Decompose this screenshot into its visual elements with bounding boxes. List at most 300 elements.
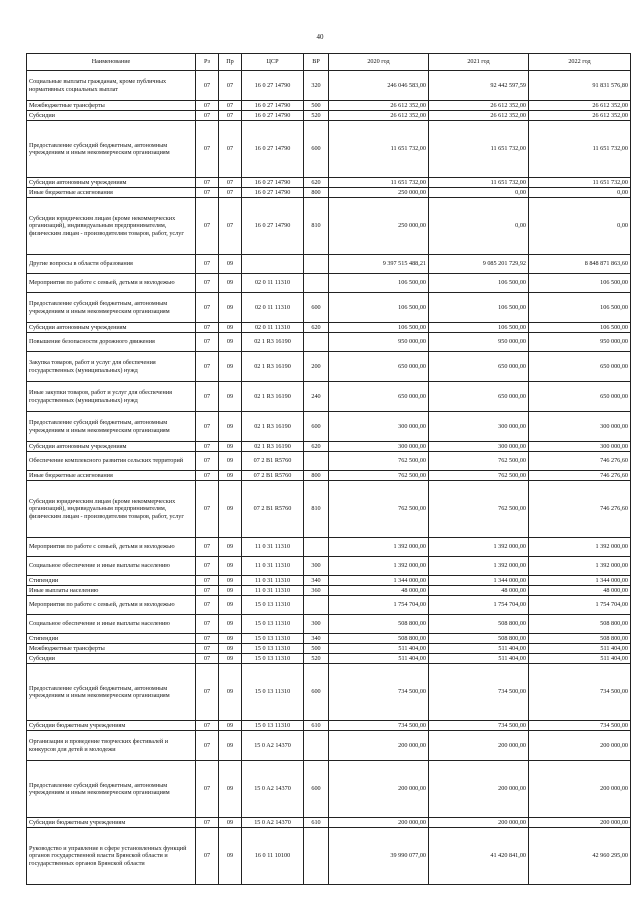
row-rz: 07 bbox=[196, 352, 219, 382]
table-row bbox=[27, 761, 631, 818]
row-rz: 07 bbox=[196, 111, 219, 121]
row-2022: 746 276,60 bbox=[529, 471, 631, 481]
row-name: Предоставление субсидий бюджетным, автономным учреждениям и иным некоммерческим организациям bbox=[27, 664, 196, 721]
row-vr bbox=[304, 452, 329, 471]
row-pr: 09 bbox=[219, 664, 242, 721]
row-2022: 300 000,00 bbox=[529, 442, 631, 452]
row-pr: 09 bbox=[219, 255, 242, 274]
row-pr: 09 bbox=[219, 323, 242, 333]
row-pr: 09 bbox=[219, 586, 242, 596]
row-rz: 07 bbox=[196, 333, 219, 352]
row-name: Иные выплаты населению bbox=[27, 586, 196, 596]
row-2021: 1 392 000,00 bbox=[429, 557, 529, 576]
row-rz: 07 bbox=[196, 538, 219, 557]
row-pr: 09 bbox=[219, 452, 242, 471]
row-2022: 1 344 000,00 bbox=[529, 576, 631, 586]
table-row bbox=[27, 255, 631, 274]
row-pr: 07 bbox=[219, 198, 242, 255]
row-2021: 48 000,00 bbox=[429, 586, 529, 596]
row-csr: 11 0 31 11310 bbox=[242, 586, 304, 596]
row-2021: 26 612 352,00 bbox=[429, 101, 529, 111]
row-2021: 508 800,00 bbox=[429, 615, 529, 634]
row-2022: 42 960 295,00 bbox=[529, 828, 631, 885]
row-rz: 07 bbox=[196, 664, 219, 721]
row-2020: 26 612 352,00 bbox=[329, 111, 429, 121]
row-pr: 09 bbox=[219, 576, 242, 586]
row-csr: 02 0 11 11310 bbox=[242, 274, 304, 293]
row-2021: 9 085 201 729,92 bbox=[429, 255, 529, 274]
table-row bbox=[27, 615, 631, 634]
row-csr: 11 0 31 11310 bbox=[242, 557, 304, 576]
row-name: Иные бюджетные ассигнования bbox=[27, 188, 196, 198]
row-csr: 15 0 13 11310 bbox=[242, 664, 304, 721]
row-name: Обеспечение комплексного развития сельских территорий bbox=[27, 452, 196, 471]
row-csr: 02 1 R3 16190 bbox=[242, 352, 304, 382]
row-rz: 07 bbox=[196, 442, 219, 452]
row-rz: 07 bbox=[196, 731, 219, 761]
row-2021: 92 442 597,59 bbox=[429, 71, 529, 101]
row-vr: 500 bbox=[304, 644, 329, 654]
row-csr: 16 0 27 14790 bbox=[242, 121, 304, 178]
row-2020: 1 754 704,00 bbox=[329, 596, 429, 615]
row-csr: 15 0 A2 14370 bbox=[242, 761, 304, 818]
table-row bbox=[27, 71, 631, 101]
page-number: 40 bbox=[316, 33, 324, 41]
row-vr bbox=[304, 596, 329, 615]
row-rz: 07 bbox=[196, 818, 219, 828]
row-csr: 16 0 27 14790 bbox=[242, 198, 304, 255]
row-name: Закупка товаров, работ и услуг для обеспечения государственных (муниципальных) нужд bbox=[27, 352, 196, 382]
row-name: Субсидии автономным учреждениям bbox=[27, 323, 196, 333]
row-2021: 950 000,00 bbox=[429, 333, 529, 352]
row-2022: 106 500,00 bbox=[529, 293, 631, 323]
row-name: Мероприятия по работе с семьей, детьми и молодежью bbox=[27, 596, 196, 615]
header-name: Наименование bbox=[27, 54, 196, 71]
row-vr: 610 bbox=[304, 721, 329, 731]
row-2020: 300 000,00 bbox=[329, 442, 429, 452]
row-name: Субсидии автономным учреждениям bbox=[27, 442, 196, 452]
row-2020: 511 404,00 bbox=[329, 654, 429, 664]
row-name: Субсидии юридическим лицам (кроме некоммерческих организаций), индивидуальным предпринимателям, физическим лицам - производителям товаров, работ, услуг bbox=[27, 481, 196, 538]
row-vr: 600 bbox=[304, 121, 329, 178]
row-2022: 0,00 bbox=[529, 198, 631, 255]
row-rz: 07 bbox=[196, 178, 219, 188]
row-2021: 200 000,00 bbox=[429, 731, 529, 761]
row-vr: 240 bbox=[304, 382, 329, 412]
header-vr: ВР bbox=[304, 54, 329, 71]
row-2020: 508 800,00 bbox=[329, 615, 429, 634]
row-2020: 200 000,00 bbox=[329, 818, 429, 828]
row-vr: 620 bbox=[304, 178, 329, 188]
row-2020: 650 000,00 bbox=[329, 382, 429, 412]
table-row bbox=[27, 442, 631, 452]
row-2021: 1 344 000,00 bbox=[429, 576, 529, 586]
header-2022: 2022 год bbox=[529, 54, 631, 71]
table-row bbox=[27, 452, 631, 471]
row-2020: 511 404,00 bbox=[329, 644, 429, 654]
row-2022: 200 000,00 bbox=[529, 761, 631, 818]
row-pr: 09 bbox=[219, 721, 242, 731]
row-rz: 07 bbox=[196, 293, 219, 323]
row-rz: 07 bbox=[196, 452, 219, 471]
row-name: Социальные выплаты гражданам, кроме публичных нормативных социальных выплат bbox=[27, 71, 196, 101]
table-row bbox=[27, 471, 631, 481]
row-name: Субсидии юридическим лицам (кроме некоммерческих организаций), индивидуальным предпринимателям, физическим лицам - производителям товаров, работ, услуг bbox=[27, 198, 196, 255]
row-pr: 09 bbox=[219, 615, 242, 634]
row-2020: 762 500,00 bbox=[329, 471, 429, 481]
row-2022: 650 000,00 bbox=[529, 352, 631, 382]
row-2021: 511 404,00 bbox=[429, 654, 529, 664]
row-rz: 07 bbox=[196, 634, 219, 644]
row-2021: 0,00 bbox=[429, 188, 529, 198]
row-pr: 09 bbox=[219, 274, 242, 293]
row-name: Иные бюджетные ассигнования bbox=[27, 471, 196, 481]
row-vr: 600 bbox=[304, 761, 329, 818]
header-csr: ЦСР bbox=[242, 54, 304, 71]
row-csr: 07 2 B1 R5760 bbox=[242, 481, 304, 538]
row-2022: 511 404,00 bbox=[529, 654, 631, 664]
row-name: Стипендии bbox=[27, 634, 196, 644]
row-2021: 106 500,00 bbox=[429, 274, 529, 293]
row-pr: 07 bbox=[219, 121, 242, 178]
table-row bbox=[27, 538, 631, 557]
table-row bbox=[27, 382, 631, 412]
row-vr: 800 bbox=[304, 471, 329, 481]
row-vr: 600 bbox=[304, 412, 329, 442]
row-pr: 09 bbox=[219, 412, 242, 442]
row-pr: 09 bbox=[219, 761, 242, 818]
row-csr: 16 0 27 14790 bbox=[242, 111, 304, 121]
row-2021: 734 500,00 bbox=[429, 664, 529, 721]
table-row bbox=[27, 818, 631, 828]
row-2020: 250 000,00 bbox=[329, 198, 429, 255]
row-vr bbox=[304, 274, 329, 293]
table-row bbox=[27, 664, 631, 721]
row-2022: 508 800,00 bbox=[529, 634, 631, 644]
row-csr bbox=[242, 255, 304, 274]
row-vr: 800 bbox=[304, 188, 329, 198]
table-row bbox=[27, 596, 631, 615]
row-csr: 16 0 27 14790 bbox=[242, 71, 304, 101]
table-row bbox=[27, 654, 631, 664]
row-rz: 07 bbox=[196, 71, 219, 101]
row-2022: 8 848 871 863,60 bbox=[529, 255, 631, 274]
row-rz: 07 bbox=[196, 382, 219, 412]
row-name: Социальное обеспечение и иные выплаты населению bbox=[27, 615, 196, 634]
header-pr: Пр bbox=[219, 54, 242, 71]
row-2022: 11 651 732,00 bbox=[529, 121, 631, 178]
row-rz: 07 bbox=[196, 323, 219, 333]
table-row bbox=[27, 333, 631, 352]
table-row bbox=[27, 111, 631, 121]
row-pr: 09 bbox=[219, 644, 242, 654]
row-2020: 200 000,00 bbox=[329, 761, 429, 818]
row-csr: 02 1 R3 16190 bbox=[242, 442, 304, 452]
row-vr: 200 bbox=[304, 352, 329, 382]
row-csr: 02 1 R3 16190 bbox=[242, 382, 304, 412]
row-rz: 07 bbox=[196, 188, 219, 198]
row-pr: 09 bbox=[219, 471, 242, 481]
row-2022: 1 392 000,00 bbox=[529, 557, 631, 576]
row-rz: 07 bbox=[196, 198, 219, 255]
table-row bbox=[27, 731, 631, 761]
table-row bbox=[27, 178, 631, 188]
row-pr: 07 bbox=[219, 111, 242, 121]
table-row bbox=[27, 644, 631, 654]
row-2021: 41 420 841,00 bbox=[429, 828, 529, 885]
row-2021: 11 651 732,00 bbox=[429, 178, 529, 188]
row-vr: 810 bbox=[304, 198, 329, 255]
row-pr: 09 bbox=[219, 557, 242, 576]
row-2022: 106 500,00 bbox=[529, 274, 631, 293]
row-vr bbox=[304, 333, 329, 352]
row-2020: 1 344 000,00 bbox=[329, 576, 429, 586]
row-vr: 600 bbox=[304, 293, 329, 323]
row-2020: 762 500,00 bbox=[329, 481, 429, 538]
row-pr: 09 bbox=[219, 828, 242, 885]
row-2022: 746 276,60 bbox=[529, 452, 631, 471]
row-rz: 07 bbox=[196, 644, 219, 654]
row-2022: 91 831 576,80 bbox=[529, 71, 631, 101]
row-2020: 1 392 000,00 bbox=[329, 538, 429, 557]
row-2021: 200 000,00 bbox=[429, 818, 529, 828]
row-2022: 200 000,00 bbox=[529, 818, 631, 828]
row-name: Мероприятия по работе с семьей, детьми и молодежью bbox=[27, 538, 196, 557]
row-2022: 26 612 352,00 bbox=[529, 101, 631, 111]
row-rz: 07 bbox=[196, 255, 219, 274]
row-2021: 1 392 000,00 bbox=[429, 538, 529, 557]
row-csr: 15 0 A2 14370 bbox=[242, 818, 304, 828]
row-2020: 250 000,00 bbox=[329, 188, 429, 198]
row-csr: 11 0 31 11310 bbox=[242, 538, 304, 557]
row-2020: 106 500,00 bbox=[329, 293, 429, 323]
row-vr: 520 bbox=[304, 654, 329, 664]
header-rz: Рз bbox=[196, 54, 219, 71]
row-csr: 07 2 B1 R5760 bbox=[242, 471, 304, 481]
row-pr: 09 bbox=[219, 481, 242, 538]
row-name: Мероприятия по работе с семьей, детьми и молодежью bbox=[27, 274, 196, 293]
table-row bbox=[27, 121, 631, 178]
row-2021: 26 612 352,00 bbox=[429, 111, 529, 121]
row-rz: 07 bbox=[196, 654, 219, 664]
table-row bbox=[27, 576, 631, 586]
row-vr: 600 bbox=[304, 664, 329, 721]
row-csr: 16 0 27 14790 bbox=[242, 188, 304, 198]
row-rz: 07 bbox=[196, 121, 219, 178]
row-vr: 520 bbox=[304, 111, 329, 121]
row-rz: 07 bbox=[196, 615, 219, 634]
table-row bbox=[27, 101, 631, 111]
budget-table bbox=[26, 53, 631, 885]
row-name: Руководство и управление в сфере установленных функций органов государственной власти Брянской области и государственных органов Брянской области bbox=[27, 828, 196, 885]
row-2022: 1 754 704,00 bbox=[529, 596, 631, 615]
row-pr: 07 bbox=[219, 178, 242, 188]
row-name: Повышение безопасности дорожного движения bbox=[27, 333, 196, 352]
row-csr: 16 0 27 14790 bbox=[242, 178, 304, 188]
row-csr: 15 0 A2 14370 bbox=[242, 731, 304, 761]
row-2021: 511 404,00 bbox=[429, 644, 529, 654]
row-2020: 1 392 000,00 bbox=[329, 557, 429, 576]
table-row bbox=[27, 198, 631, 255]
row-2020: 9 397 515 488,21 bbox=[329, 255, 429, 274]
row-rz: 07 bbox=[196, 576, 219, 586]
row-name: Предоставление субсидий бюджетным, автономным учреждениям и иным некоммерческим организациям bbox=[27, 761, 196, 818]
row-pr: 07 bbox=[219, 101, 242, 111]
row-csr: 07 2 B1 R5760 bbox=[242, 452, 304, 471]
row-2021: 508 800,00 bbox=[429, 634, 529, 644]
row-vr: 300 bbox=[304, 615, 329, 634]
row-2021: 762 500,00 bbox=[429, 481, 529, 538]
row-2021: 1 754 704,00 bbox=[429, 596, 529, 615]
row-2022: 300 000,00 bbox=[529, 412, 631, 442]
row-2020: 26 612 352,00 bbox=[329, 101, 429, 111]
row-2020: 246 046 583,00 bbox=[329, 71, 429, 101]
row-rz: 07 bbox=[196, 101, 219, 111]
row-pr: 09 bbox=[219, 293, 242, 323]
table-header-row bbox=[27, 54, 631, 71]
row-csr: 15 0 13 11310 bbox=[242, 721, 304, 731]
row-rz: 07 bbox=[196, 481, 219, 538]
row-2020: 300 000,00 bbox=[329, 412, 429, 442]
row-rz: 07 bbox=[196, 557, 219, 576]
row-2022: 1 392 000,00 bbox=[529, 538, 631, 557]
table-row bbox=[27, 323, 631, 333]
row-2021: 106 500,00 bbox=[429, 293, 529, 323]
row-vr: 500 bbox=[304, 101, 329, 111]
table-row bbox=[27, 481, 631, 538]
row-2022: 200 000,00 bbox=[529, 731, 631, 761]
row-2021: 734 500,00 bbox=[429, 721, 529, 731]
row-rz: 07 bbox=[196, 761, 219, 818]
table-row bbox=[27, 634, 631, 644]
table-row bbox=[27, 557, 631, 576]
row-pr: 07 bbox=[219, 188, 242, 198]
row-vr: 610 bbox=[304, 818, 329, 828]
table-row bbox=[27, 274, 631, 293]
row-name: Стипендии bbox=[27, 576, 196, 586]
row-2020: 734 500,00 bbox=[329, 664, 429, 721]
row-rz: 07 bbox=[196, 721, 219, 731]
row-2021: 0,00 bbox=[429, 198, 529, 255]
row-pr: 07 bbox=[219, 71, 242, 101]
row-csr: 16 0 11 10100 bbox=[242, 828, 304, 885]
row-rz: 07 bbox=[196, 596, 219, 615]
row-rz: 07 bbox=[196, 586, 219, 596]
row-vr: 810 bbox=[304, 481, 329, 538]
row-name: Межбюджетные трансферты bbox=[27, 644, 196, 654]
row-name: Организация и проведение творческих фестивалей и конкурсов для детей и молодежи bbox=[27, 731, 196, 761]
row-2020: 106 500,00 bbox=[329, 323, 429, 333]
row-name: Иные закупки товаров, работ и услуг для обеспечения государственных (муниципальных) нужд bbox=[27, 382, 196, 412]
row-pr: 09 bbox=[219, 596, 242, 615]
row-name: Субсидии bbox=[27, 654, 196, 664]
header-2020: 2020 год bbox=[329, 54, 429, 71]
row-rz: 07 bbox=[196, 828, 219, 885]
row-csr: 02 1 R3 16190 bbox=[242, 333, 304, 352]
row-rz: 07 bbox=[196, 274, 219, 293]
row-csr: 02 0 11 11310 bbox=[242, 323, 304, 333]
row-vr bbox=[304, 731, 329, 761]
row-csr: 15 0 13 11310 bbox=[242, 644, 304, 654]
row-vr bbox=[304, 255, 329, 274]
row-2020: 11 651 732,00 bbox=[329, 178, 429, 188]
row-2021: 762 500,00 bbox=[429, 471, 529, 481]
row-name: Субсидии bbox=[27, 111, 196, 121]
row-2020: 39 990 077,00 bbox=[329, 828, 429, 885]
row-2022: 11 651 732,00 bbox=[529, 178, 631, 188]
row-name: Субсидии автономным учреждениям bbox=[27, 178, 196, 188]
row-2022: 48 000,00 bbox=[529, 586, 631, 596]
table-row bbox=[27, 412, 631, 442]
row-pr: 09 bbox=[219, 634, 242, 644]
row-csr: 11 0 31 11310 bbox=[242, 576, 304, 586]
row-2021: 11 651 732,00 bbox=[429, 121, 529, 178]
table-row bbox=[27, 721, 631, 731]
row-vr bbox=[304, 828, 329, 885]
row-2021: 650 000,00 bbox=[429, 352, 529, 382]
row-2020: 650 000,00 bbox=[329, 352, 429, 382]
row-pr: 09 bbox=[219, 352, 242, 382]
row-2020: 48 000,00 bbox=[329, 586, 429, 596]
row-2021: 106 500,00 bbox=[429, 323, 529, 333]
row-2020: 762 500,00 bbox=[329, 452, 429, 471]
row-pr: 09 bbox=[219, 382, 242, 412]
row-2021: 200 000,00 bbox=[429, 761, 529, 818]
row-csr: 02 1 R3 16190 bbox=[242, 412, 304, 442]
row-2020: 734 500,00 bbox=[329, 721, 429, 731]
row-2020: 950 000,00 bbox=[329, 333, 429, 352]
row-2022: 0,00 bbox=[529, 188, 631, 198]
row-2022: 734 500,00 bbox=[529, 721, 631, 731]
row-2021: 300 000,00 bbox=[429, 412, 529, 442]
row-name: Социальное обеспечение и иные выплаты населению bbox=[27, 557, 196, 576]
row-name: Субсидии бюджетным учреждениям bbox=[27, 721, 196, 731]
row-pr: 09 bbox=[219, 333, 242, 352]
row-name: Предоставление субсидий бюджетным, автономным учреждениям и иным некоммерческим организациям bbox=[27, 412, 196, 442]
row-2022: 950 000,00 bbox=[529, 333, 631, 352]
header-2021: 2021 год bbox=[429, 54, 529, 71]
table-row bbox=[27, 352, 631, 382]
row-name: Межбюджетные трансферты bbox=[27, 101, 196, 111]
row-name: Субсидии бюджетным учреждениям bbox=[27, 818, 196, 828]
row-2022: 511 404,00 bbox=[529, 644, 631, 654]
row-vr bbox=[304, 538, 329, 557]
row-2022: 26 612 352,00 bbox=[529, 111, 631, 121]
row-vr: 620 bbox=[304, 442, 329, 452]
row-pr: 09 bbox=[219, 818, 242, 828]
table-row bbox=[27, 188, 631, 198]
table-row bbox=[27, 293, 631, 323]
row-vr: 340 bbox=[304, 576, 329, 586]
row-name: Предоставление субсидий бюджетным, автономным учреждениям и иным некоммерческим организациям bbox=[27, 293, 196, 323]
row-csr: 02 0 11 11310 bbox=[242, 293, 304, 323]
row-name: Другие вопросы в области образования bbox=[27, 255, 196, 274]
row-2021: 762 500,00 bbox=[429, 452, 529, 471]
row-rz: 07 bbox=[196, 412, 219, 442]
row-2022: 650 000,00 bbox=[529, 382, 631, 412]
row-vr: 360 bbox=[304, 586, 329, 596]
row-csr: 15 0 13 11310 bbox=[242, 615, 304, 634]
row-2022: 106 500,00 bbox=[529, 323, 631, 333]
row-2020: 508 800,00 bbox=[329, 634, 429, 644]
row-rz: 07 bbox=[196, 471, 219, 481]
row-name: Предоставление субсидий бюджетным, автономным учреждениям и иным некоммерческим организациям bbox=[27, 121, 196, 178]
table-row bbox=[27, 828, 631, 885]
row-vr: 620 bbox=[304, 323, 329, 333]
row-csr: 16 0 27 14790 bbox=[242, 101, 304, 111]
row-2022: 746 276,60 bbox=[529, 481, 631, 538]
row-2020: 11 651 732,00 bbox=[329, 121, 429, 178]
